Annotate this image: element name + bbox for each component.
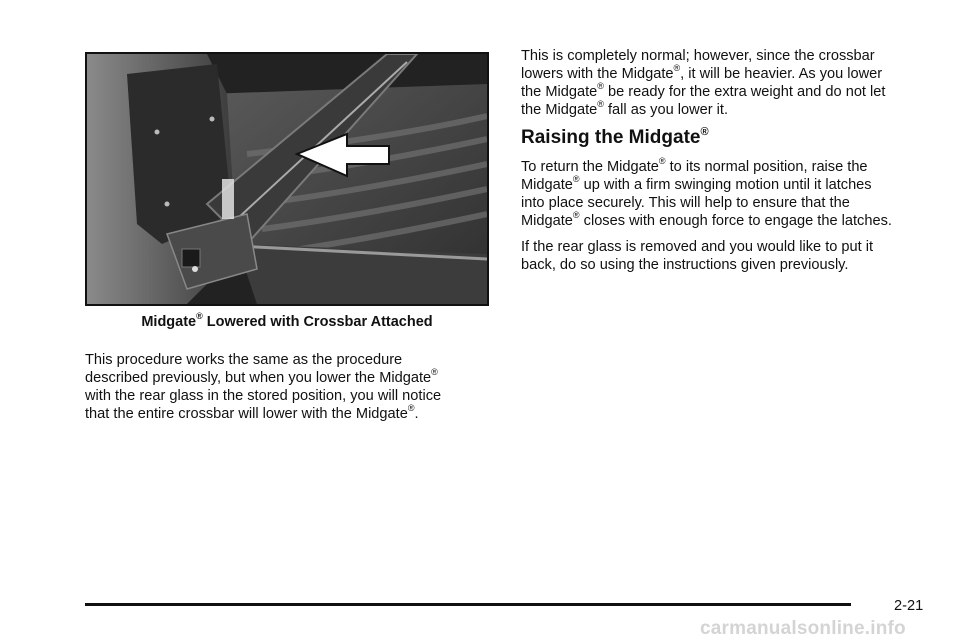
procedure-paragraph: This procedure works the same as the procedure described previously, but when you lower the Midgate® with the rear glass in the stored position, you will notice that the entire crossbar will lower with the Midgate®. [85,352,442,422]
section-heading: Raising the Midgate® [521,126,709,148]
footer-rule [85,603,851,606]
figure-caption: Midgate® Lowered with Crossbar Attached [141,310,433,330]
rear-glass-paragraph: If the rear glass is removed and you would like to put it back, do so using the instructions given previously. [521,239,874,273]
page-number: 2-21 [894,598,924,614]
normal-behavior-paragraph: This is completely normal; however, since the crossbar lowers with the Midgate®, it will be heavier. As you lower the Midgate® be ready for the extra weight and do not let the Midgate® fall as you lower it. [521,48,886,118]
watermark: carmanualsonline.info [700,618,906,639]
midgate-photo [85,52,489,306]
raising-paragraph: To return the Midgate® to its normal position, raise the Midgate® up with a firm swinging motion until it latches into place securely. This will help to ensure that the Midgate® closes with enough force to engage the latches. [521,155,892,229]
